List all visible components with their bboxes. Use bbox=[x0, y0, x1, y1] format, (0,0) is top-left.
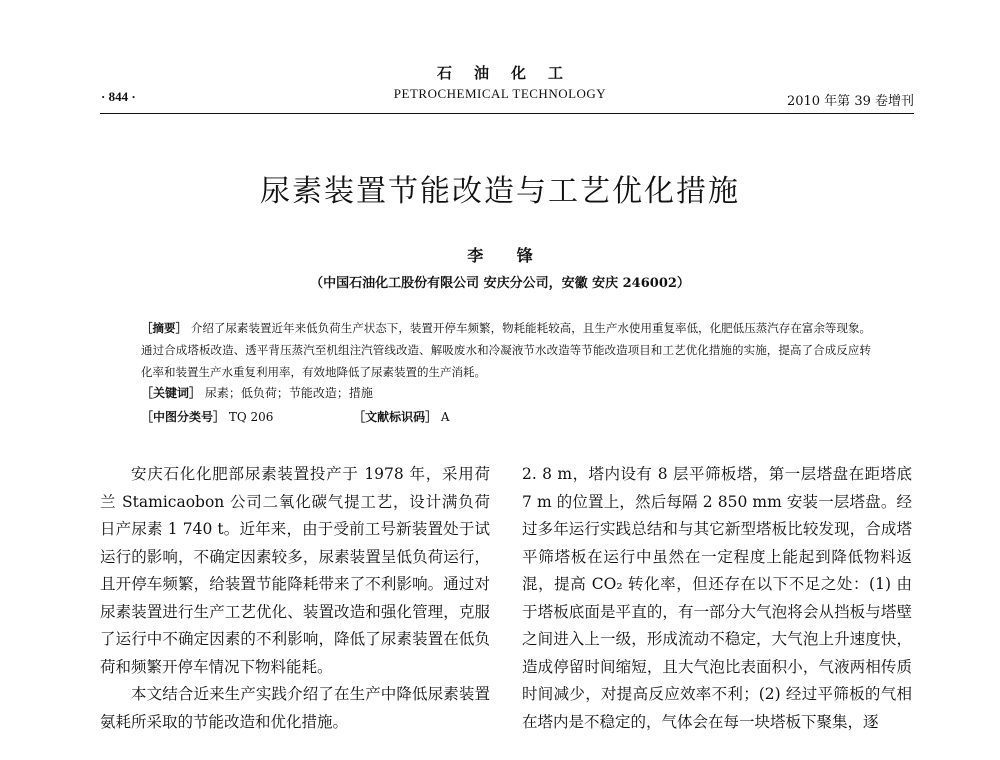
journal-name-cn: 石油化工 bbox=[436, 64, 585, 82]
body-column-left bbox=[100, 461, 490, 736]
article-title: 尿素装置节能改造与工艺优化措施 bbox=[260, 174, 740, 209]
keywords-label: ［关键词］ bbox=[141, 386, 202, 400]
doc-code-label: ［文献标识码］ bbox=[353, 410, 438, 424]
abstract-text: 介绍了尿素装置近年来低负荷生产状态下，装置开停车频繁，物耗能耗较高，且生产水使用重复率低，化肥低压蒸汽存在富余等现象。通过合成塔板改造、透平背压蒸汽至机组注汽管线改造、解吸废水和冷凝液节水改造等节能改造项目和工艺优化措施的实施，提高了合成反应转化率和装置生产水重复利用率，有效地降低了尿素装置的生产消耗。 bbox=[141, 321, 872, 379]
author: 李 锋 bbox=[467, 246, 547, 265]
paragraph: 2. 8 m，塔内设有 8 层平筛板塔，第一层塔盘在距塔底 7 m 的位置上，然后每隔 2 850 mm 安装一层塔盘。经过多年运行实践总结和与其它新型塔板比较发现，合成塔平筛塔板在运行中虽然在一定程度上能起到降低物料返混，提高 CO₂ 转化率，但还存在以下不足之处：(1) 由于塔板底面是平直的，有一部分大气泡将会从挡板与塔壁之间进入上一级，形成流动不稳定，大气泡上升速度快，造成停留时间缩短，且大气泡比表面积小，气液两相传质时间减少，对提高反应效率不利；(2) 经过平筛板的气相在塔内是不稳定的，气体会在每一块塔板下聚集，逐 bbox=[522, 465, 912, 731]
keywords bbox=[141, 384, 373, 401]
abstract-label: ［摘要］ bbox=[141, 321, 188, 335]
keywords-text: 尿素；低负荷；节能改造；措施 bbox=[204, 386, 373, 400]
paragraph: 安庆石化化肥部尿素装置投产于 1978 年，采用荷兰 Stamicaobon 公司二氧化碳气提工艺，设计满负荷日产尿素 1 740 t。近年来，由于受前工号新装置处于试运行的影响，不确定因素较多，尿素装置呈低负荷运行，且开停车频繁，给装置节能降耗带来了不利影响。通过对尿素装置进行生产工艺优化、装置改造和强化管理，克服了运行中不确定因素的不利影响，降低了尿素装置在低负荷和频繁开停车情况下物料能耗。 bbox=[100, 465, 490, 676]
header-rule bbox=[100, 113, 914, 114]
classification bbox=[141, 408, 450, 425]
class-label: ［中图分类号］ bbox=[141, 410, 226, 424]
paragraph: 本文结合近来生产实践介绍了在生产中降低尿素装置氨耗所采取的节能改造和优化措施。 bbox=[100, 685, 490, 731]
body-column-right bbox=[522, 461, 912, 736]
affiliation: （中国石油化工股份有限公司 安庆分公司，安徽 安庆 246002） bbox=[310, 276, 690, 291]
doc-code-value: A bbox=[440, 410, 450, 424]
journal-name-en: PETROCHEMICAL TECHNOLOGY bbox=[393, 86, 607, 101]
class-value: TQ 206 bbox=[228, 410, 274, 424]
abstract bbox=[141, 318, 871, 383]
page-number: · 844 · bbox=[101, 89, 136, 104]
issue-info: 2010 年第 39 卷增刊 bbox=[786, 94, 914, 109]
